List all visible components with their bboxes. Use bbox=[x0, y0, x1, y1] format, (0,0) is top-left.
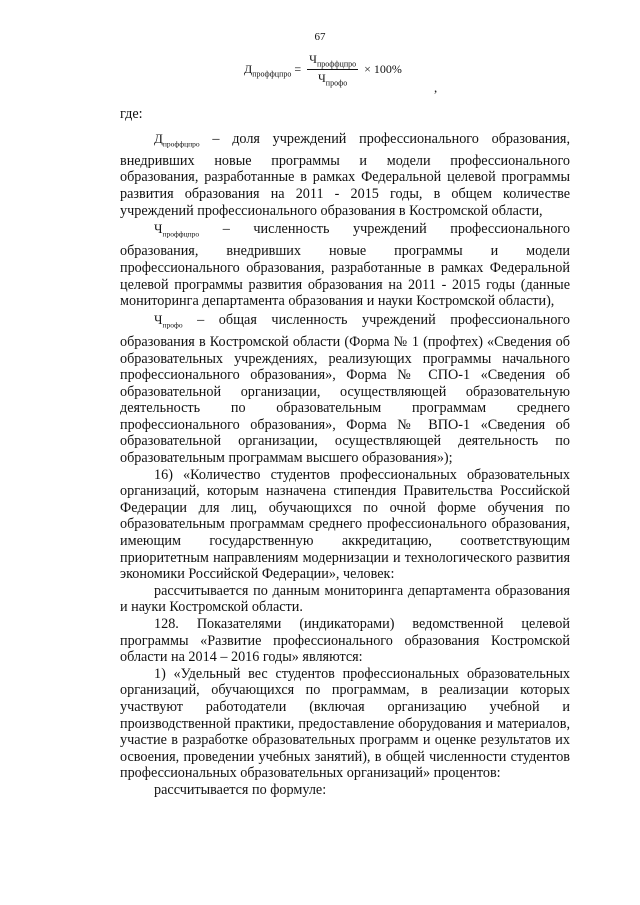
definition-2-text: – численность учреждений профессионального образования, внедривших новые программы и модели профессионального образования, разработанные в рамках Федеральной целевой программы развития образования на 2011 - 2015 годы (данные мониторинга департамента образования и науки Костромской области), bbox=[120, 221, 570, 310]
definition-3-symbol bbox=[154, 311, 183, 330]
formula-lhs-base: Д bbox=[244, 61, 253, 76]
definition-1-text: – доля учреждений профессионального образования, внедривших новые программы и модели профессионального образования, разработанные в рамках Федеральной целевой программы развития образования на 2011 - 2015 годы, в общем количестве учреждений профессионального образования в Костромской области, bbox=[120, 130, 570, 219]
item-128: 128. Показателями (индикаторами) ведомственной целевой программы «Развитие профессионального образования Костромской области на 2014 – 2016 годы» являются: bbox=[120, 616, 570, 666]
where-label: где: bbox=[120, 106, 143, 122]
definition-3-symbol-base: Ч bbox=[154, 311, 163, 327]
item-1: 1) «Удельный вес студентов профессиональных образовательных организаций, обучающихся по программам, в реализации которых участвуют работодатели (включая организацию учебной и производственной практики, предоставление оборудования и материалов, участие в разработке образовательных программ и оценке результатов их освоения, проведении учебных занятий), в общей численности студентов профессиональных образовательных организаций» процентов: bbox=[120, 665, 570, 782]
definition-2 bbox=[120, 221, 570, 310]
formula-numerator bbox=[307, 52, 358, 70]
definition-1-symbol-base: Д bbox=[154, 130, 163, 146]
definition-1-symbol-sub: проффцпро bbox=[162, 139, 200, 149]
formula-den-base: Ч bbox=[317, 71, 326, 86]
calc-formula: рассчитывается по формуле: bbox=[154, 781, 327, 798]
formula-comma: , bbox=[434, 80, 438, 95]
definition-1-symbol bbox=[154, 130, 200, 149]
item-16: 16) «Количество студентов профессиональных образовательных организаций, которым назначена стипендия Правительства Российской Федерации для лиц, обучающихся по очной форме обучения по образовательным программам среднего профессионального образования, имеющим государственную аккредитацию, соответствующим приоритетным направлениям модернизации и технологического развития экономики Российской Федерации», человек: bbox=[120, 466, 570, 583]
formula-num-sub: проффцпро bbox=[316, 59, 357, 69]
definition-2-symbol-sub: проффцпро bbox=[162, 229, 200, 239]
formula-lhs bbox=[244, 62, 291, 78]
calc-monitoring: рассчитывается по данным мониторинга департамента образования и науки Костромской области. bbox=[120, 582, 570, 616]
definition-2-symbol-base: Ч bbox=[154, 221, 163, 237]
definition-1 bbox=[120, 131, 570, 220]
definition-3 bbox=[120, 312, 570, 467]
definition-3-symbol-sub: профо bbox=[162, 320, 183, 330]
document-body bbox=[120, 106, 570, 799]
definition-3-text: – общая численность учреждений профессионального образования в Костромской области (Форма № 1 (профтех) «Сведения об образовательных учреждениях, реализующих программы начального профессионального образования», Форма № СПО-1 «Сведения об образовательной организации, осуществляющей образовательную деятельность по образовательным программам среднего профессионального образования», Форма № ВПО-1 «Сведения об образовательной организации, осуществляющей деятельность по образовательным программам высшего образования»); bbox=[120, 311, 570, 467]
formula-multiplier: × 100% bbox=[364, 62, 402, 77]
formula-equals: = bbox=[294, 62, 302, 77]
formula-den-sub: профо bbox=[325, 78, 348, 88]
formula-fraction bbox=[307, 52, 358, 88]
formula-num-base: Ч bbox=[309, 52, 317, 66]
formula-lhs-sub: проффцпро bbox=[252, 69, 292, 79]
formula bbox=[244, 52, 402, 88]
page-number: 67 bbox=[314, 31, 326, 43]
definition-2-symbol bbox=[154, 221, 200, 239]
formula-denominator bbox=[307, 70, 358, 87]
